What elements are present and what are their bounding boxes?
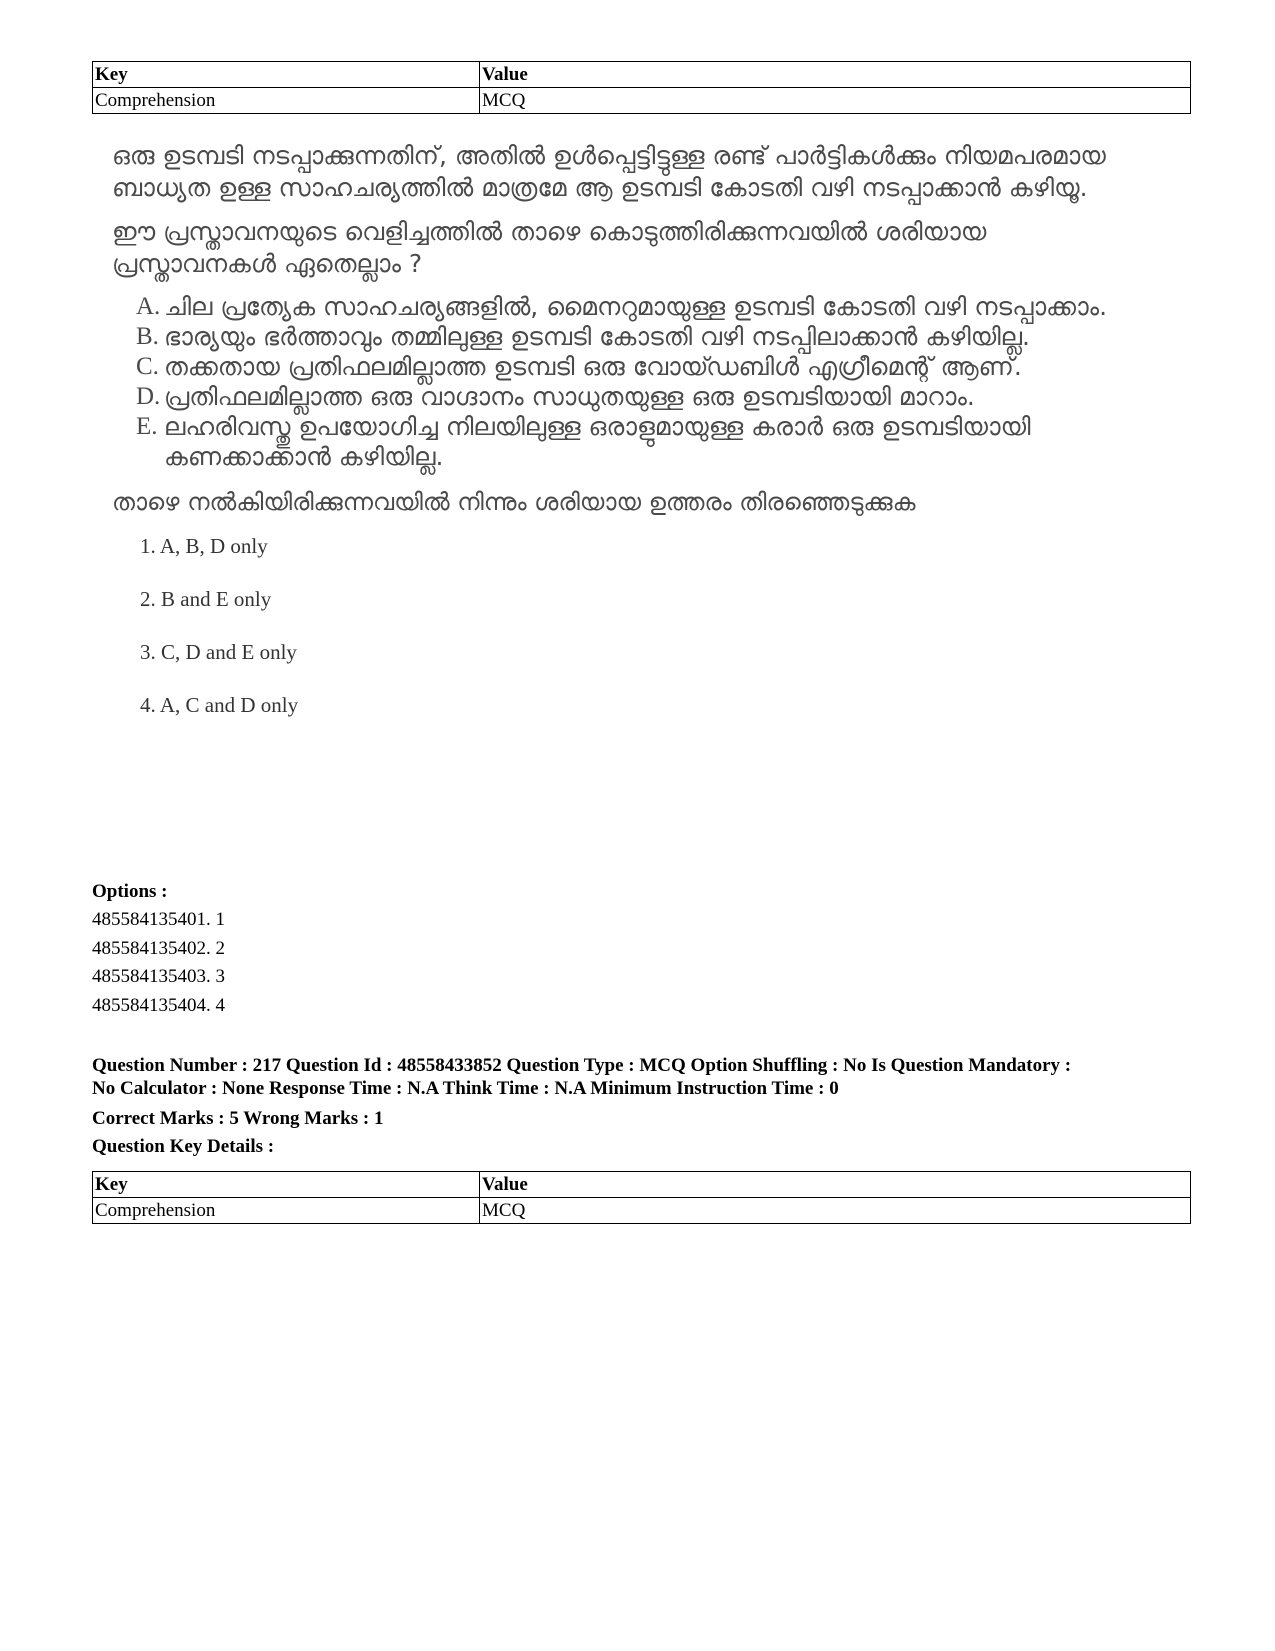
key-cell: Comprehension [93,88,480,114]
statement-b [136,322,1152,352]
value-cell: MCQ [480,1198,1191,1224]
question-key-table [92,61,1191,114]
option-item: 485584135404. 4 [92,994,225,1016]
marks-line: Correct Marks : 5 Wrong Marks : 1 [92,1108,384,1129]
option-item: 485584135403. 3 [92,966,225,987]
metadata-line-1: Question Number : 217 Question Id : 48558433852 Question Type : MCQ Option Shuffling : No Is Question Mandatory : [92,1055,1072,1076]
question-paragraph: ഒരു ഉടമ്പടി നടപ്പാക്കുന്നതിന്, അതിൽ ഉൾപ്പെട്ടിട്ടുള്ള രണ്ട് പാർട്ടികൾക്കും നിയമപരമായ ബാധ്യത ഉള്ള സാഹചര്യത്തിൽ മാത്രമേ ആ ഉടമ്പടി കോടതി വഴി നടപ്പാക്കാൻ കഴിയൂ. [112,141,1106,202]
statement-label: E. [136,413,158,440]
statement-d [136,382,1152,412]
statement-label: A. [136,293,161,320]
statement-text: ചില പ്രത്യേക സാഹചര്യങ്ങളിൽ, മൈനറുമായുള്ള ഉടമ്പടി കോടതി വഴി നടപ്പാക്കാം. [164,292,1108,321]
table-header-row [93,62,1191,88]
statement-label: D. [136,383,161,410]
option-item: 485584135401. 1 [92,909,225,930]
statement-text: ലഹരിവസ്തു ഉപയോഗിച്ച നിലയിലുള്ള ഒരാളുമായുള്ള കരാർ ഒരു ഉടമ്പടിയായി കണക്കാക്കാൻ കഴിയില്ല. [164,412,1031,471]
key-header-cell: Key [93,1172,480,1198]
value-cell: MCQ [480,88,1191,114]
question-key-table [92,1171,1191,1224]
statement-text: ഭാര്യയും ഭർത്താവും തമ്മിലുള്ള ഉടമ്പടി കോടതി വഴി നടപ്പിലാക്കാൻ കഴിയില്ല. [164,322,1030,351]
question-prompt: ഈ പ്രസ്താവനയുടെ വെളിച്ചത്തിൽ താഴെ കൊടുത്തിരിക്കുന്നവയിൽ ശരിയായ പ്രസ്താവനകൾ ഏതെല്ലാം ? [112,217,987,278]
key-details-label: Question Key Details : [92,1136,275,1157]
answer-choice-list [140,532,1152,744]
question-metadata [92,1054,1202,1161]
statement-c [136,352,1152,382]
statement-list [136,292,1152,472]
statement-text: തക്കതായ പ്രതിഫലമില്ലാത്ത ഉടമ്പടി ഒരു വോയ്ഡബിൾ എഗ്രീമെന്റ് ആണ്. [164,352,1022,381]
question-image [112,140,1152,744]
answer-choice-3: 3. C, D and E only [140,640,297,664]
table-row [93,88,1191,114]
value-header-cell: Value [480,62,1191,88]
options-label: Options : [92,881,168,902]
metadata-line-2: No Calculator : None Response Time : N.A Think Time : N.A Minimum Instruction Time : 0 [92,1078,839,1099]
table-row [93,1198,1191,1224]
statement-text: പ്രതിഫലമില്ലാത്ത ഒരു വാഗ്ദാനം സാധുതയുള്ള ഒരു ഉടമ്പടിയായി മാറാം. [164,382,975,411]
answer-choice-4: 4. A, C and D only [140,693,299,717]
statement-label: C. [136,353,159,380]
key-cell: Comprehension [93,1198,480,1224]
table-header-row [93,1172,1191,1198]
statement-a [136,292,1152,322]
value-header-cell: Value [480,1172,1191,1198]
answer-choice-2: 2. B and E only [140,587,272,611]
key-header-cell: Key [93,62,480,88]
options-section [92,878,225,1020]
answer-choice-1: 1. A, B, D only [140,534,268,558]
statement-label: B. [136,323,159,350]
statement-e [136,412,1152,472]
option-item: 485584135402. 2 [92,937,225,959]
answer-instruction: താഴെ നൽകിയിരിക്കുന്നവയിൽ നിന്നും ശരിയായ ഉത്തരം തിരഞ്ഞെടുക്കുക [112,488,916,516]
